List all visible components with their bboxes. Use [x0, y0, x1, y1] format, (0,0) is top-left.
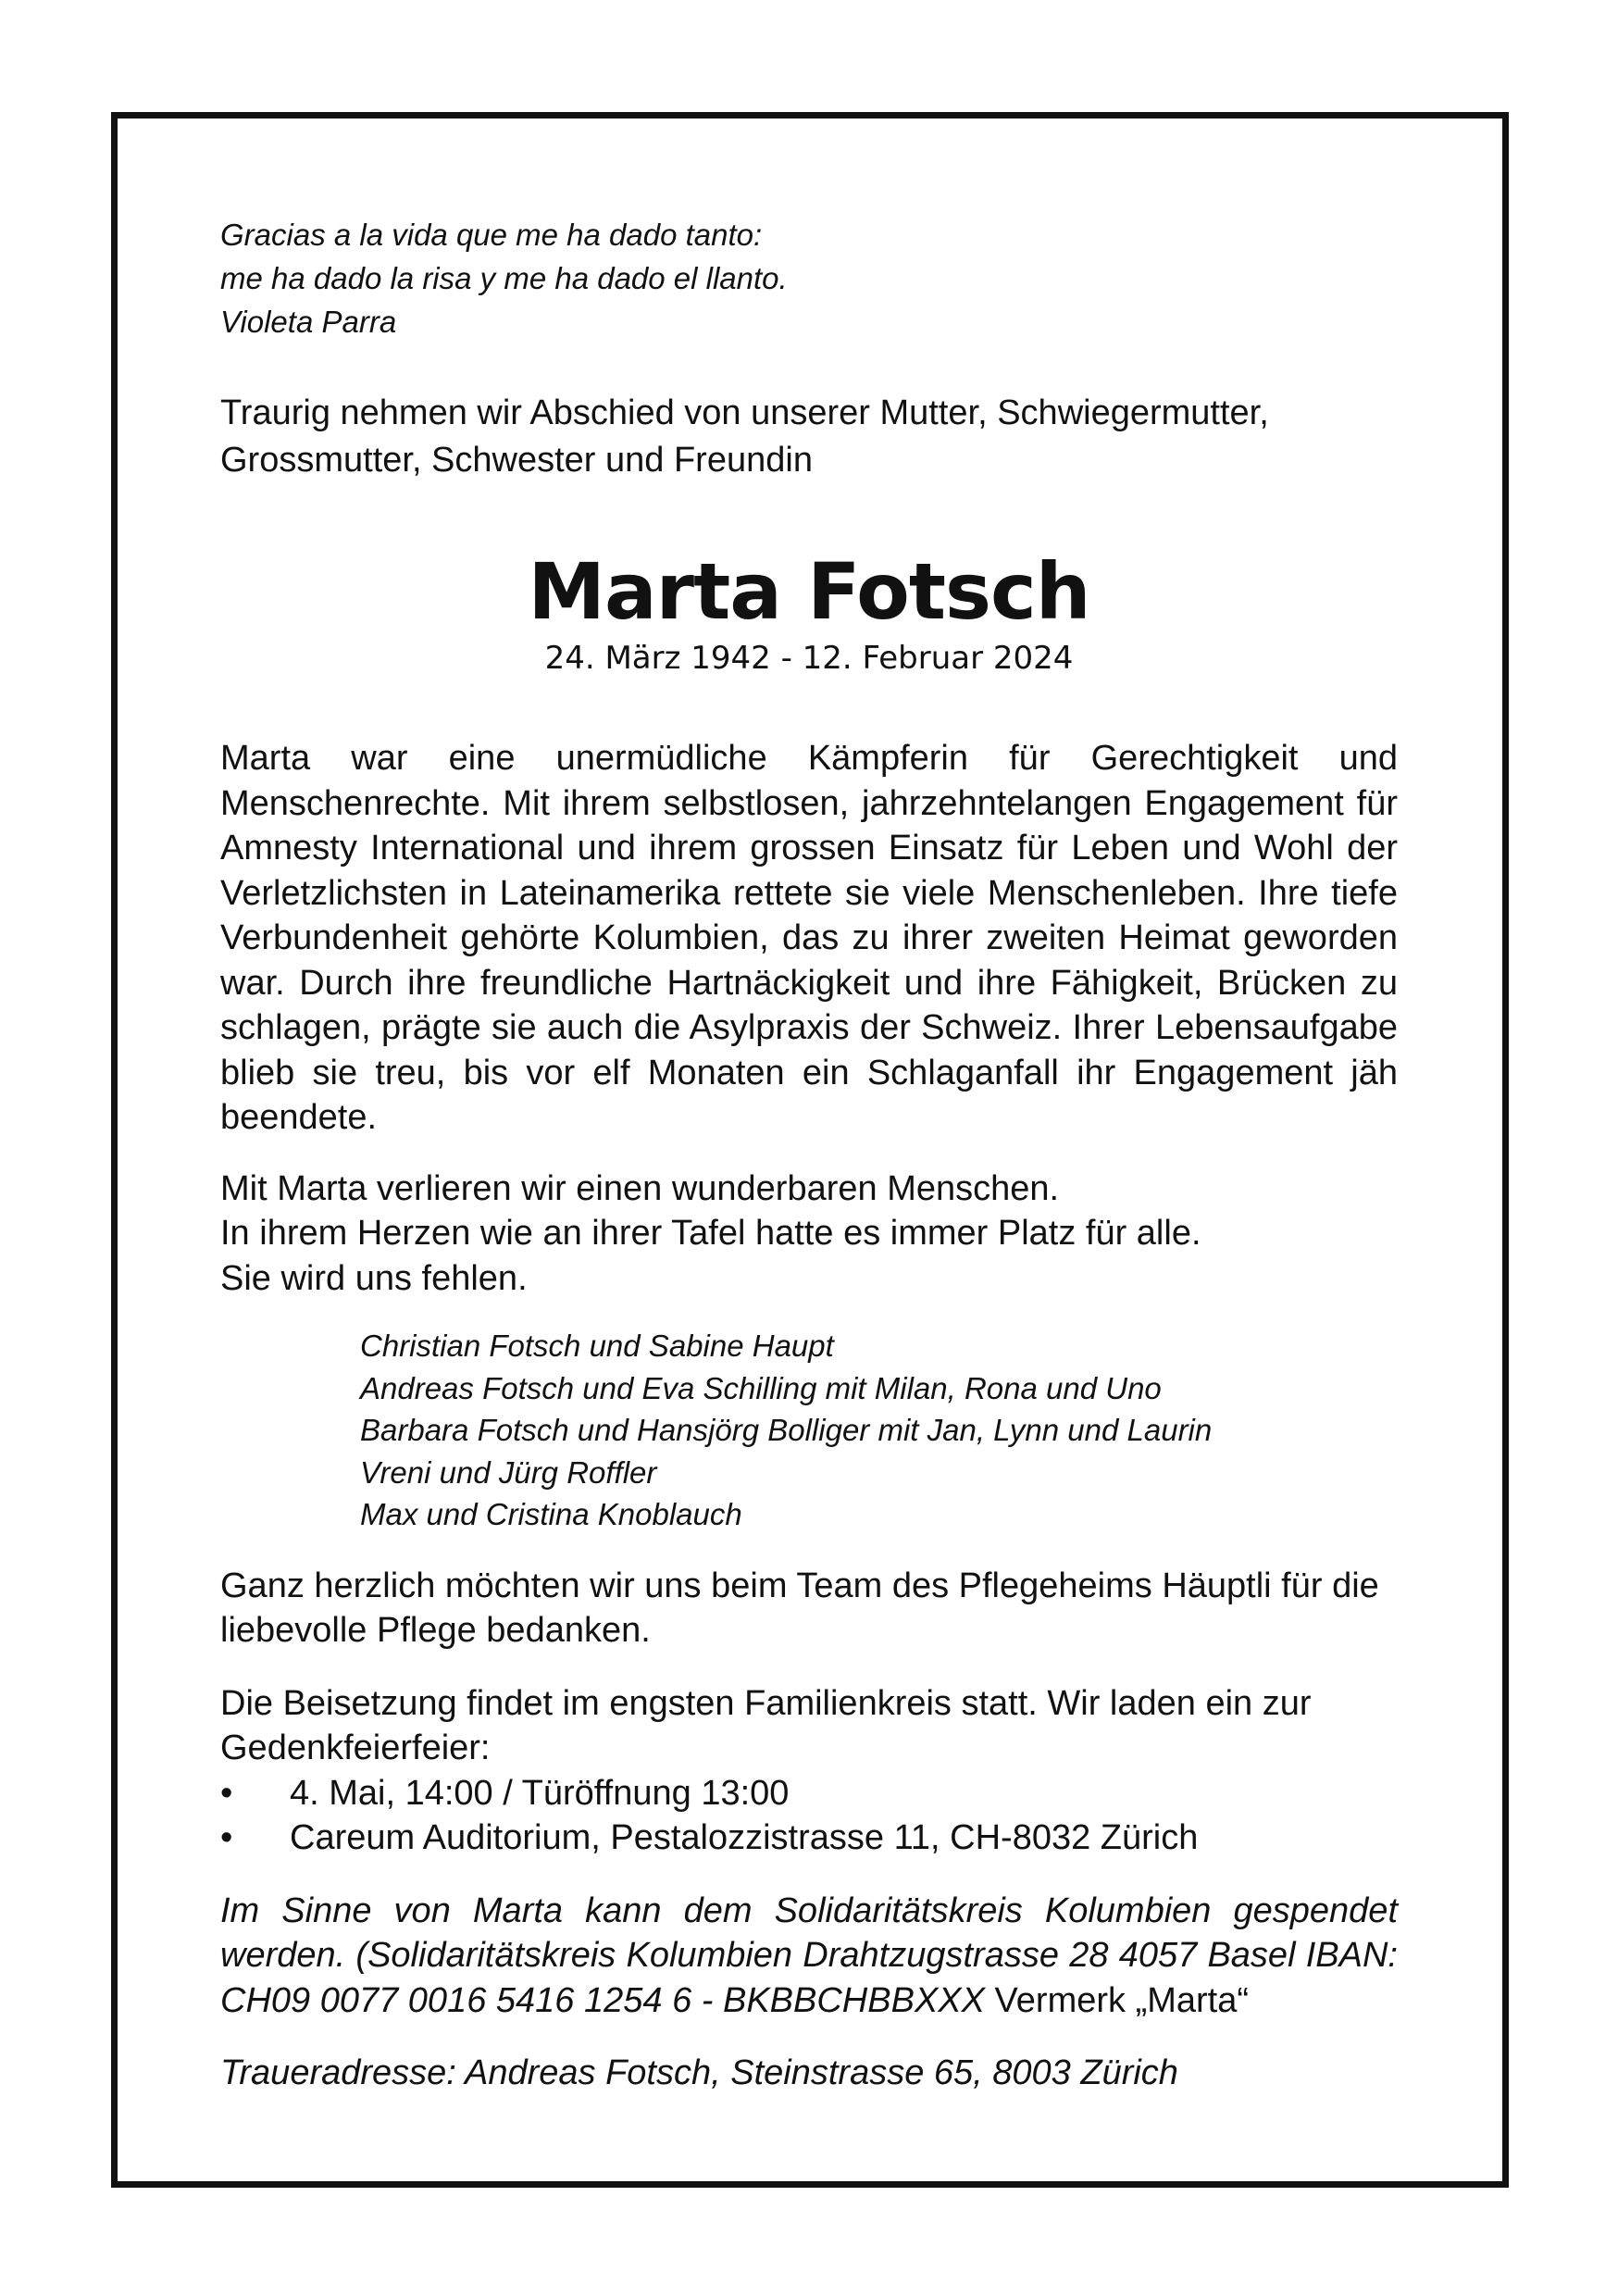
closing-line: Mit Marta verlieren wir einen wunderbaren Menschen. [220, 1168, 1060, 1208]
ceremony-info [220, 1681, 1398, 1861]
epigraph-quote [220, 213, 1398, 343]
ceremony-detail-text: Careum Auditorium, Pestalozzistrasse 11, CH-8032 Zürich [290, 1818, 1199, 1857]
life-dates: 24. März 1942 - 12. Februar 2024 [544, 640, 1074, 677]
ceremony-detail-text: 4. Mai, 14:00 / Türöffnung 13:00 [290, 1773, 790, 1813]
mourner-entry: Barbara Fotsch und Hansjörg Bolliger mit Jan, Lynn und Laurin [360, 1413, 1213, 1447]
donation-paragraph [220, 1889, 1398, 2024]
mourning-address: Traueradresse: Andreas Fotsch, Steinstrasse 65, 8003 Zürich [220, 2053, 1178, 2092]
mourner-entry: Max und Cristina Knoblauch [360, 1497, 742, 1531]
bullet-icon: • [220, 1773, 233, 1813]
closing-words [220, 1167, 1398, 1302]
ceremony-detail-item [220, 1816, 1398, 1861]
donation-text: Im Sinne von Marta kann dem Solidaritätskreis Kolumbien gespendet werden. (Solidaritätskreis Kolumbien Drahtzugstrasse 28 4057 Basel IBAN: CH09 0077 0016 5416 1254 6 - BKBBCHBBXXX [220, 1890, 1398, 2020]
thanks-paragraph: Ganz herzlich möchten wir uns beim Team des Pflegeheims Häuptli für die liebevolle Pflege bedanken. [220, 1566, 1379, 1650]
ceremony-detail-item [220, 1771, 1398, 1816]
bullet-icon: • [220, 1818, 233, 1857]
mourner-entry: Andreas Fotsch und Eva Schilling mit Milan, Rona und Uno [360, 1370, 1162, 1405]
obituary-content [220, 213, 1398, 2096]
quote-author: Violeta Parra [220, 305, 397, 339]
closing-line: In ihrem Herzen wie an ihrer Tafel hatte es immer Platz für alle. [220, 1214, 1201, 1253]
mourners-list [360, 1325, 1398, 1536]
quote-line: me ha dado la risa y me ha dado el llanto. [220, 261, 788, 295]
intro-text: Traurig nehmen wir Abschied von unserer Mutter, Schwiegermutter, Grossmutter, Schwester und Freundin [220, 393, 1269, 480]
ceremony-text: Die Beisetzung findet im engsten Familienkreis statt. Wir laden ein zur Gedenkfeierfeier: [220, 1683, 1312, 1767]
deceased-name: Marta Fotsch [528, 546, 1090, 637]
mourner-entry: Christian Fotsch und Sabine Haupt [360, 1329, 834, 1363]
closing-line: Sie wird uns fehlen. [220, 1258, 528, 1298]
mourner-entry: Vreni und Jürg Roffler [360, 1454, 657, 1490]
quote-line: Gracias a la vida que me ha dado tanto: [220, 218, 763, 252]
biography-paragraph: Marta war eine unermüdliche Kämpferin für Gerechtigkeit und Menschenrechte. Mit ihrem selbstlosen, jahrzehntelangen Engagement für Amnesty International und ihrem grossen Einsatz für Leben und Wohl der Verletzlichsten in Lateinamerika rettete sie viele Menschenleben. Ihre tiefe Verbundenheit gehörte Kolumbien, das zu ihrer zweiten Heimat geworden war. Durch ihre freundliche Hartnäckigkeit und ihre Fähigkeit, Brücken zu schlagen, prägte sie auch die Asylpraxis der Schweiz. Ihrer Lebensaufgabe blieb sie treu, bis vor elf Monaten ein Schlaganfall ihr Engagement jäh beendete. [220, 739, 1398, 1137]
donation-reference: Vermerk „Marta“ [984, 1980, 1250, 2020]
ceremony-details [220, 1771, 1398, 1861]
